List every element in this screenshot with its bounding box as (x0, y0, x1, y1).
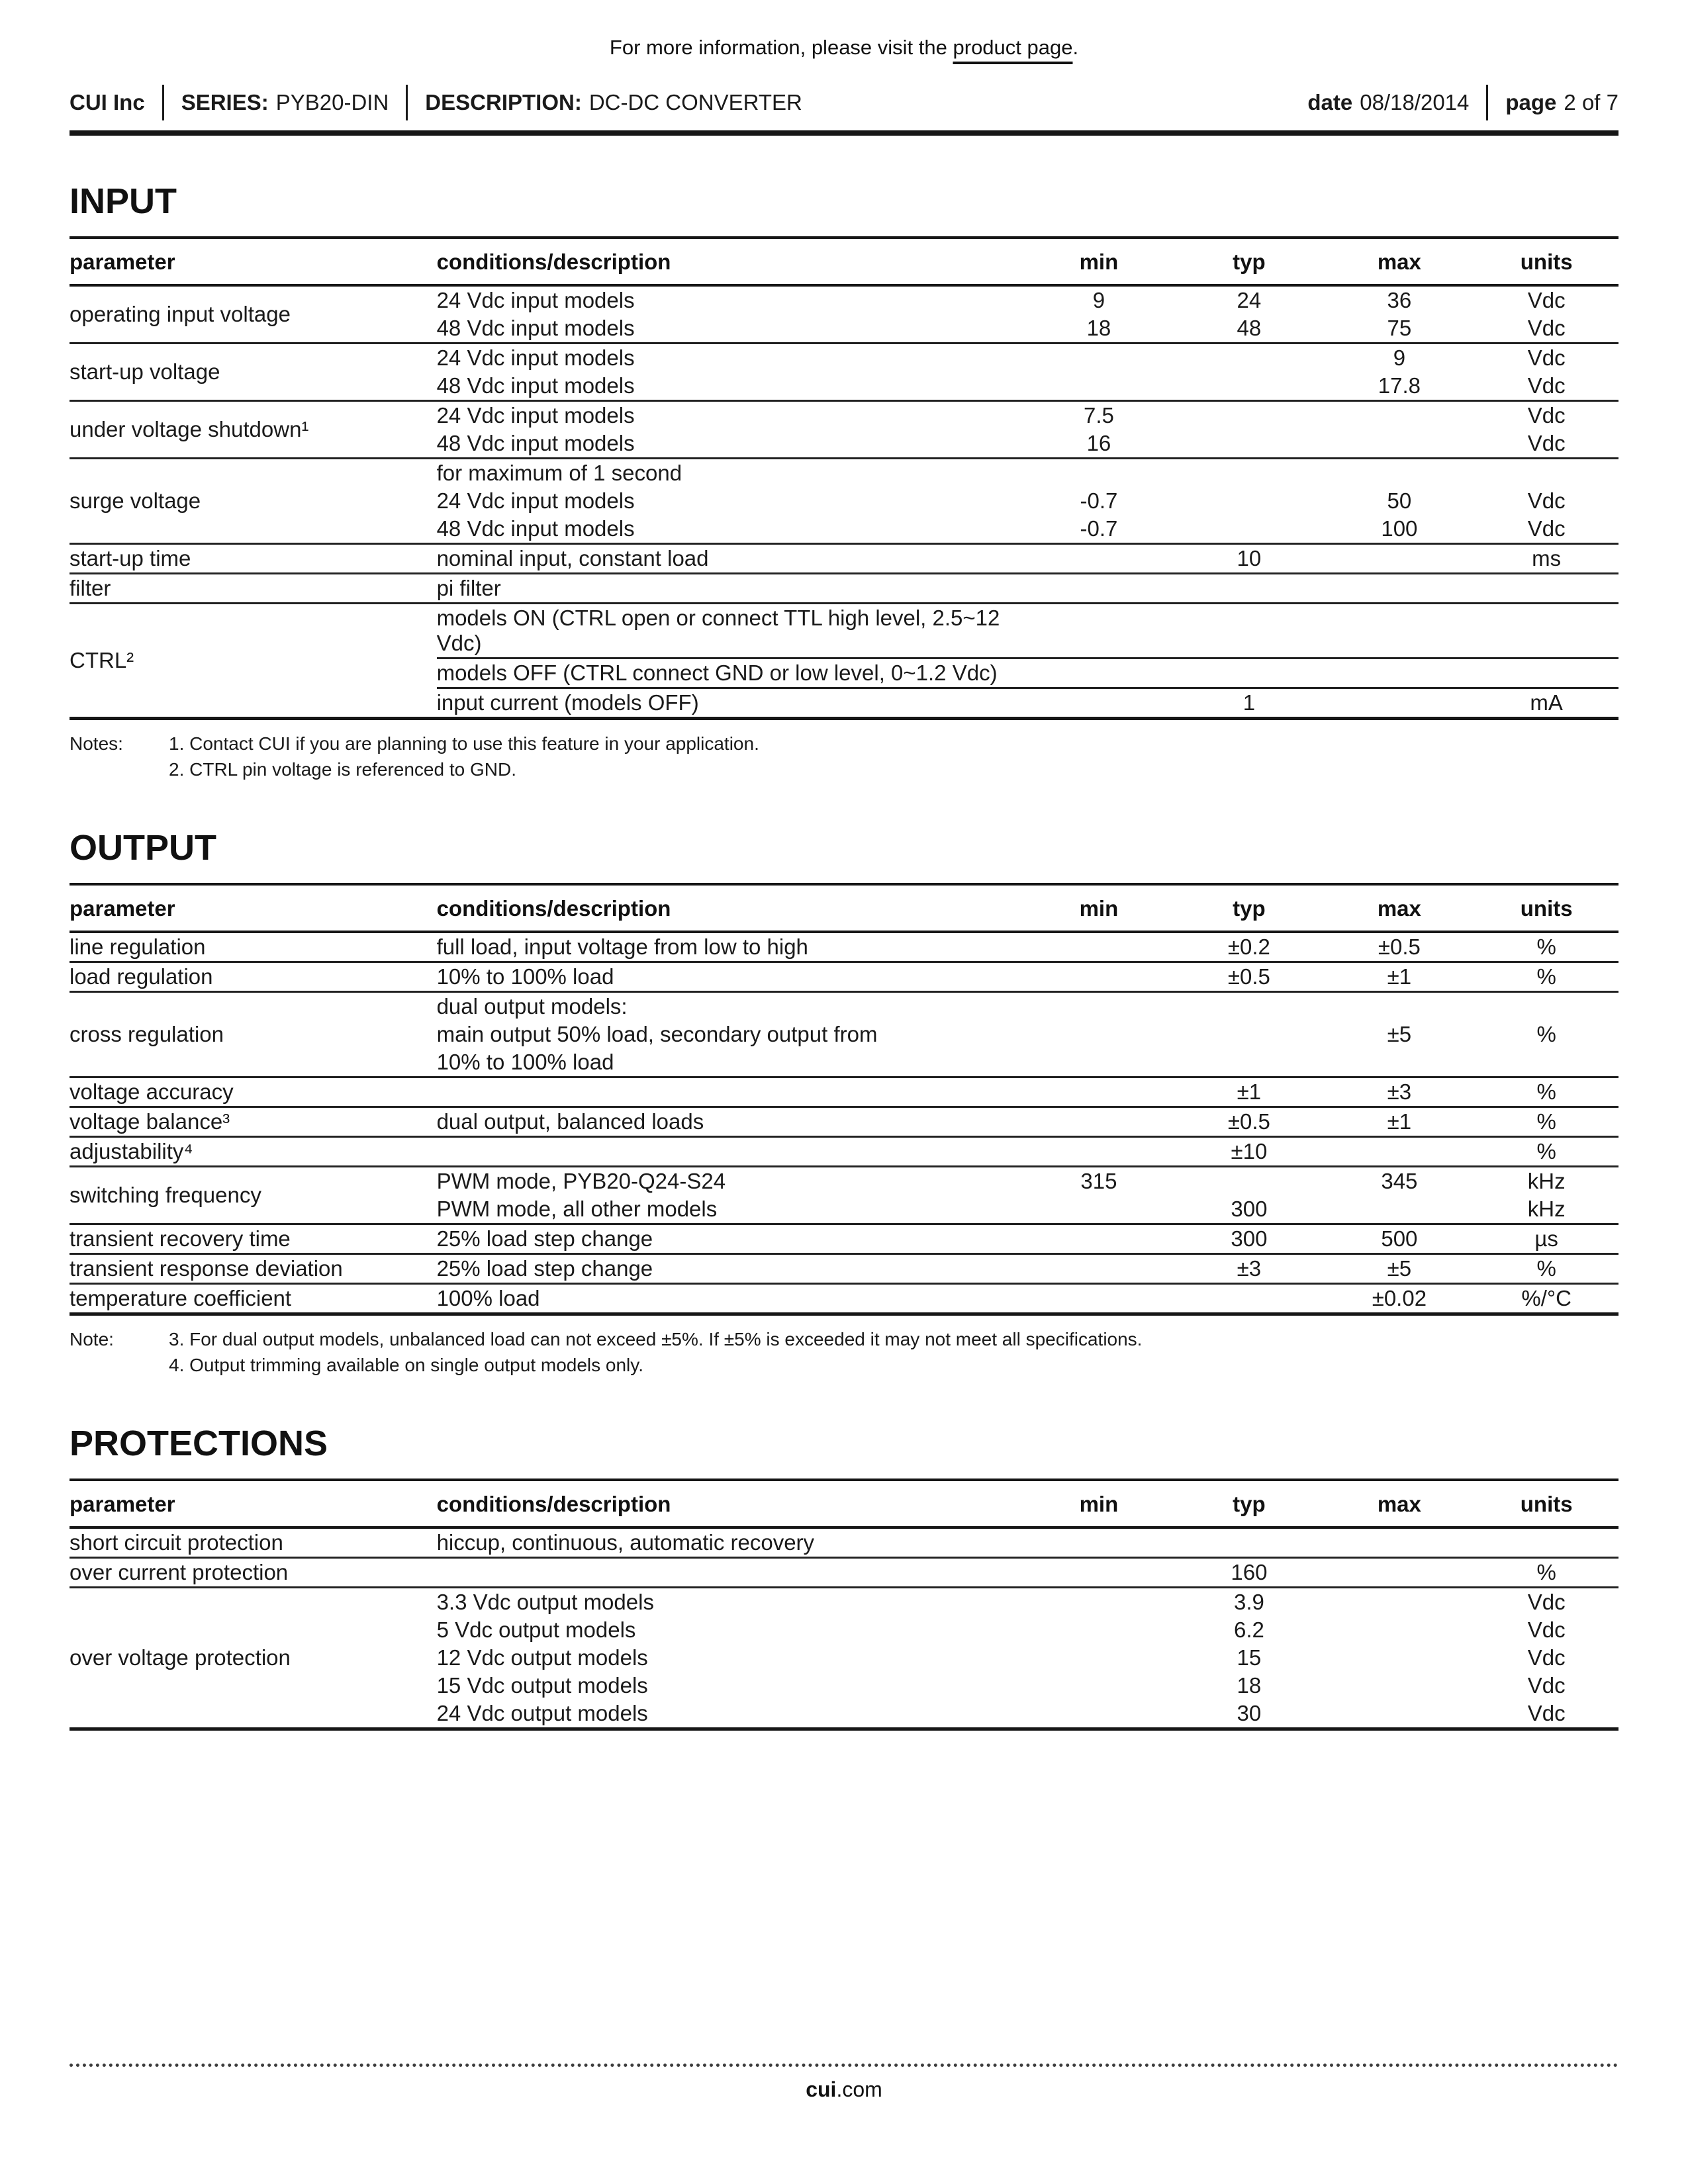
value-units: % (1536, 1022, 1556, 1046)
value-max: ±3 (1324, 1077, 1474, 1107)
value-min: 16 (1086, 431, 1111, 455)
protections-spec-table (70, 1479, 1618, 1731)
value-max (1324, 1048, 1474, 1077)
note-line: 1. Contact CUI if you are planning to use this feature in your application. (169, 733, 759, 754)
value-units (1474, 574, 1618, 604)
page-number: 2 of 7 (1564, 90, 1618, 114)
value-typ (1174, 1021, 1324, 1048)
value-min (1023, 544, 1174, 574)
table-head (70, 884, 1618, 932)
condition-description: hiccup, continuous, automatic recovery (436, 1530, 815, 1555)
value-min (1023, 1616, 1174, 1644)
value-max (1324, 1558, 1474, 1588)
value-max: ±5 (1324, 1254, 1474, 1284)
value-min (1023, 1195, 1174, 1224)
parameter-name: voltage accuracy (70, 1077, 437, 1107)
column-header-param: parameter (70, 1480, 437, 1527)
condition-description: 3.3 Vdc output models (437, 1588, 1024, 1617)
value-typ: 160 (1174, 1558, 1324, 1588)
section-output (70, 827, 1618, 1378)
page-footer (70, 2064, 1618, 2102)
input-spec-table (70, 236, 1618, 720)
notes-label: Note: (70, 1329, 114, 1349)
section-title-input: INPUT (70, 181, 177, 221)
value-typ (1174, 487, 1324, 515)
value-max: 345 (1324, 1167, 1474, 1196)
column-header-units: units (1474, 1480, 1618, 1527)
condition-description: 25% load step change (437, 1224, 1024, 1254)
value-units: % (1474, 1254, 1618, 1284)
note-line: 3. For dual output models, unbalanced load can not exceed ±5%. If ±5% is exceeded it may not meet all specifications. (169, 1329, 1143, 1349)
value-typ: 15 (1237, 1645, 1262, 1670)
footer-dotted-rule (70, 2064, 1618, 2067)
value-max: ±0.02 (1324, 1284, 1474, 1314)
table-head (70, 238, 1618, 285)
value-units: ms (1474, 544, 1618, 574)
table-head (70, 1480, 1618, 1527)
series-label: SERIES: (181, 90, 269, 114)
section-input (70, 181, 1618, 782)
column-header-param: parameter (70, 884, 437, 932)
value-min (1023, 688, 1174, 719)
column-header-typ: typ (1174, 884, 1324, 932)
notes-body (169, 731, 759, 782)
spec-row-line (70, 1588, 1618, 1617)
value-units: % (1536, 934, 1556, 959)
value-min (1023, 1672, 1174, 1700)
value-max (1324, 459, 1474, 488)
value-units: Vdc (1527, 373, 1566, 398)
value-min (1023, 659, 1174, 688)
condition-description: main output 50% load, secondary output from (436, 1022, 878, 1046)
condition-description: 5 Vdc output models (436, 1617, 636, 1642)
parameter-name: short circuit protection (70, 1530, 283, 1555)
value-typ (1174, 372, 1324, 401)
value-min (1023, 459, 1174, 488)
parameter-name: transient response deviation (70, 1254, 437, 1284)
date-value: 08/18/2014 (1360, 90, 1470, 114)
footer-domain-rest: .com (836, 2077, 882, 2101)
description-value: DC-DC CONVERTER (588, 90, 802, 114)
spec-row-line (70, 1137, 1618, 1167)
footer-domain (70, 2077, 1618, 2102)
value-min (1023, 962, 1174, 992)
value-max: 36 (1387, 288, 1412, 312)
value-typ (1174, 604, 1324, 659)
parameter-name: switching frequency (70, 1167, 437, 1224)
parameter-name: CTRL² (70, 604, 437, 719)
column-header-min: min (1023, 884, 1174, 932)
value-min (1023, 1558, 1174, 1588)
condition-description: 48 Vdc input models (436, 316, 635, 340)
spec-row-line (70, 459, 1618, 488)
value-min: 315 (1023, 1167, 1174, 1196)
value-typ: ±3 (1174, 1254, 1324, 1284)
value-max: 100 (1381, 516, 1418, 541)
value-min (1023, 604, 1174, 659)
value-units: Vdc (1474, 343, 1618, 373)
column-header-typ: typ (1174, 238, 1324, 285)
value-min: -0.7 (1080, 516, 1118, 541)
value-max (1324, 430, 1474, 459)
spec-row-line (70, 1254, 1618, 1284)
condition-description: 15 Vdc output models (436, 1673, 648, 1698)
spec-row-line (70, 574, 1618, 604)
value-typ: 1 (1174, 688, 1324, 719)
value-typ (1174, 401, 1324, 430)
info-line-suffix: . (1072, 36, 1079, 59)
condition-description (437, 1558, 1024, 1588)
parameter-name: start-up voltage (70, 343, 437, 401)
value-units (1474, 659, 1618, 688)
column-header-min: min (1023, 238, 1174, 285)
value-max (1324, 401, 1474, 430)
value-typ (1174, 574, 1324, 604)
value-max (1324, 1527, 1474, 1558)
value-typ: 24 (1237, 288, 1262, 312)
condition-description: 24 Vdc input models (437, 343, 1024, 373)
condition-description: nominal input, constant load (437, 544, 1024, 574)
spec-row-line (70, 604, 1618, 659)
value-units: Vdc (1527, 316, 1566, 340)
parameter-name: load regulation (70, 962, 437, 992)
value-units: % (1474, 1107, 1618, 1137)
condition-description: pi filter (437, 574, 1024, 604)
spec-row-line (70, 401, 1618, 430)
value-min (1023, 343, 1174, 373)
value-max (1324, 544, 1474, 574)
condition-description: 24 Vdc input models (437, 401, 1024, 430)
table-body (70, 1527, 1618, 1729)
value-units: Vdc (1527, 1645, 1566, 1670)
parameter-name: filter (70, 574, 437, 604)
value-min (1023, 1284, 1174, 1314)
value-max: 50 (1387, 488, 1412, 513)
product-page-link[interactable]: product page (953, 36, 1073, 59)
condition-description: 25% load step change (437, 1254, 1024, 1284)
condition-description: 24 Vdc output models (436, 1701, 648, 1725)
condition-description: 100% load (437, 1284, 1024, 1314)
spec-row-line (70, 962, 1618, 992)
info-line (70, 0, 1618, 60)
parameter-name: transient recovery time (70, 1224, 437, 1254)
value-typ: 48 (1237, 316, 1262, 340)
value-units: % (1474, 1558, 1618, 1588)
value-units: Vdc (1474, 401, 1618, 430)
value-typ: 10 (1174, 544, 1324, 574)
spec-row-line (70, 1284, 1618, 1314)
note-line: 4. Output trimming available on single output models only. (169, 1355, 643, 1375)
condition-description: models OFF (CTRL connect GND or low level, 0~1.2 Vdc) (437, 659, 1024, 688)
spec-row-line (70, 343, 1618, 373)
value-units: kHz (1527, 1197, 1566, 1221)
value-units: Vdc (1527, 1701, 1566, 1725)
value-typ (1174, 459, 1324, 488)
value-units (1474, 1048, 1618, 1077)
value-max (1324, 688, 1474, 719)
document-header-right (1307, 85, 1618, 120)
value-typ: ±0.5 (1174, 962, 1324, 992)
value-typ: 300 (1174, 1224, 1324, 1254)
value-units: µs (1474, 1224, 1618, 1254)
value-max (1324, 1137, 1474, 1167)
condition-description: models ON (CTRL open or connect TTL high level, 2.5~12 Vdc) (437, 604, 1024, 659)
value-min: 7.5 (1023, 401, 1174, 430)
value-max: 75 (1387, 316, 1412, 340)
value-units: mA (1474, 688, 1618, 719)
value-max (1324, 1644, 1474, 1672)
value-units: Vdc (1474, 1588, 1618, 1617)
date-label: date (1307, 90, 1353, 114)
value-max: ±1 (1324, 962, 1474, 992)
value-min: 18 (1086, 316, 1111, 340)
value-typ: ±1 (1174, 1077, 1324, 1107)
value-typ (1174, 515, 1324, 544)
condition-description: full load, input voltage from low to high (436, 934, 808, 959)
value-min (1023, 1048, 1174, 1077)
value-min: 9 (1092, 288, 1105, 312)
value-max: 9 (1324, 343, 1474, 373)
value-units (1474, 604, 1618, 659)
spec-row-line (70, 1107, 1618, 1137)
value-max: ±5 (1387, 1022, 1412, 1046)
notes-body (169, 1326, 1142, 1378)
condition-description: 24 Vdc input models (436, 288, 635, 312)
condition-description: dual output, balanced loads (437, 1107, 1024, 1137)
value-min (1023, 574, 1174, 604)
parameter-name: operating input voltage (70, 302, 291, 326)
parameter-name: line regulation (70, 934, 206, 959)
spec-row-line (70, 285, 1618, 314)
column-header-param: parameter (70, 238, 437, 285)
value-min (1023, 1644, 1174, 1672)
column-header-typ: typ (1174, 1480, 1324, 1527)
value-typ (1174, 1527, 1324, 1558)
section-title-output: OUTPUT (70, 828, 216, 868)
value-typ (1174, 1048, 1324, 1077)
condition-description: input current (models OFF) (437, 688, 1024, 719)
vertical-divider (162, 85, 164, 120)
value-min (1023, 1137, 1174, 1167)
value-max: ±0.5 (1378, 934, 1421, 959)
value-max (1324, 1588, 1474, 1617)
value-units: Vdc (1527, 516, 1566, 541)
series-value: PYB20-DIN (275, 90, 389, 114)
value-min (1023, 1224, 1174, 1254)
value-units (1474, 992, 1618, 1021)
note-line: 2. CTRL pin voltage is referenced to GND. (169, 759, 516, 780)
value-max: 17.8 (1378, 373, 1421, 398)
value-units: %/°C (1474, 1284, 1618, 1314)
table-body (70, 285, 1618, 719)
value-units (1474, 1527, 1618, 1558)
parameter-name: temperature coefficient (70, 1284, 437, 1314)
spec-row-line (70, 1077, 1618, 1107)
value-min (1023, 1700, 1174, 1729)
value-max (1324, 574, 1474, 604)
value-typ (1174, 1167, 1324, 1196)
condition-description: 48 Vdc input models (436, 373, 635, 398)
column-header-cond: conditions/description (437, 1480, 1024, 1527)
column-header-min: min (1023, 1480, 1174, 1527)
section-protections (70, 1423, 1618, 1731)
column-header-max: max (1324, 1480, 1474, 1527)
value-max (1324, 1195, 1474, 1224)
brand-name: CUI Inc (70, 90, 145, 114)
table-header-row (70, 884, 1618, 932)
value-typ: ±0.5 (1174, 1107, 1324, 1137)
value-max (1324, 604, 1474, 659)
condition-description (437, 1077, 1024, 1107)
parameter-name: over voltage protection (70, 1588, 437, 1729)
table-header-row (70, 238, 1618, 285)
value-units: Vdc (1527, 488, 1566, 513)
value-max (1324, 992, 1474, 1021)
value-units: % (1474, 1137, 1618, 1167)
info-line-prefix: For more information, please visit the (609, 36, 953, 59)
value-units: Vdc (1527, 1617, 1566, 1642)
value-typ: 3.9 (1174, 1588, 1324, 1617)
value-min (1023, 372, 1174, 401)
value-min (1023, 992, 1174, 1021)
value-typ (1174, 1284, 1324, 1314)
value-typ: ±0.2 (1227, 934, 1270, 959)
page-label: page (1505, 90, 1557, 114)
value-min (1023, 932, 1174, 962)
value-units: % (1474, 1077, 1618, 1107)
value-typ: 6.2 (1233, 1617, 1264, 1642)
table-body (70, 932, 1618, 1314)
value-typ (1174, 659, 1324, 688)
condition-description: dual output models: (437, 992, 1024, 1021)
notes-label: Notes: (70, 733, 123, 754)
value-typ (1174, 343, 1324, 373)
output-notes (70, 1326, 1618, 1378)
column-header-cond: conditions/description (437, 238, 1024, 285)
value-units: Vdc (1527, 1673, 1566, 1698)
table-header-row (70, 1480, 1618, 1527)
column-header-max: max (1324, 238, 1474, 285)
document-header-left (70, 85, 802, 120)
condition-description: PWM mode, all other models (436, 1197, 718, 1221)
condition-description: 24 Vdc input models (436, 488, 635, 513)
value-units: Vdc (1527, 288, 1566, 312)
value-typ (1174, 430, 1324, 459)
parameter-name: under voltage shutdown¹ (70, 401, 437, 459)
spec-row-line (70, 1167, 1618, 1196)
spec-row-line (70, 932, 1618, 962)
header-rule (70, 130, 1618, 136)
spec-row-line (70, 992, 1618, 1021)
spec-row-line (70, 1224, 1618, 1254)
value-min (1023, 1254, 1174, 1284)
parameter-name: adjustability⁴ (70, 1137, 437, 1167)
column-header-cond: conditions/description (437, 884, 1024, 932)
column-header-units: units (1474, 238, 1618, 285)
input-notes (70, 731, 1618, 782)
parameter-name: voltage balance³ (70, 1107, 437, 1137)
value-min: -0.7 (1080, 488, 1118, 513)
value-units: % (1474, 962, 1618, 992)
condition-description: 10% to 100% load (436, 1050, 614, 1074)
condition-description (437, 1137, 1024, 1167)
value-min (1023, 1588, 1174, 1617)
spec-row-line (70, 1527, 1618, 1558)
footer-domain-bold: cui (806, 2077, 837, 2101)
value-min (1023, 1107, 1174, 1137)
value-max (1324, 659, 1474, 688)
value-max: ±1 (1324, 1107, 1474, 1137)
condition-description: PWM mode, PYB20-Q24-S24 (437, 1167, 1024, 1196)
value-min (1023, 1527, 1174, 1558)
value-typ: 30 (1237, 1701, 1262, 1725)
description-label: DESCRIPTION: (425, 90, 582, 114)
document-header-bar (70, 85, 1618, 120)
spec-row-line (70, 1558, 1618, 1588)
value-max (1324, 1700, 1474, 1729)
parameter-name: start-up time (70, 544, 437, 574)
value-max: 500 (1324, 1224, 1474, 1254)
vertical-divider (1486, 85, 1488, 120)
condition-description: 48 Vdc input models (436, 516, 635, 541)
column-header-units: units (1474, 884, 1618, 932)
condition-description: 10% to 100% load (437, 962, 1024, 992)
value-typ: ±10 (1174, 1137, 1324, 1167)
value-min (1023, 1077, 1174, 1107)
value-max (1324, 1616, 1474, 1644)
section-title-protections: PROTECTIONS (70, 1424, 328, 1463)
parameter-name: over current protection (70, 1558, 437, 1588)
condition-description: 12 Vdc output models (436, 1645, 648, 1670)
value-units (1474, 459, 1618, 488)
value-units: kHz (1474, 1167, 1618, 1196)
value-typ (1174, 992, 1324, 1021)
value-units: Vdc (1527, 431, 1566, 455)
output-spec-table (70, 883, 1618, 1316)
value-typ: 18 (1237, 1673, 1262, 1698)
condition-description: 48 Vdc input models (436, 431, 635, 455)
value-typ: 300 (1231, 1197, 1268, 1221)
condition-description: for maximum of 1 second (437, 459, 1024, 488)
column-header-max: max (1324, 884, 1474, 932)
spec-row-line (70, 544, 1618, 574)
value-max (1324, 1672, 1474, 1700)
vertical-divider (406, 85, 408, 120)
parameter-name: cross regulation (70, 992, 437, 1077)
value-min (1023, 1021, 1174, 1048)
parameter-name: surge voltage (70, 459, 437, 544)
